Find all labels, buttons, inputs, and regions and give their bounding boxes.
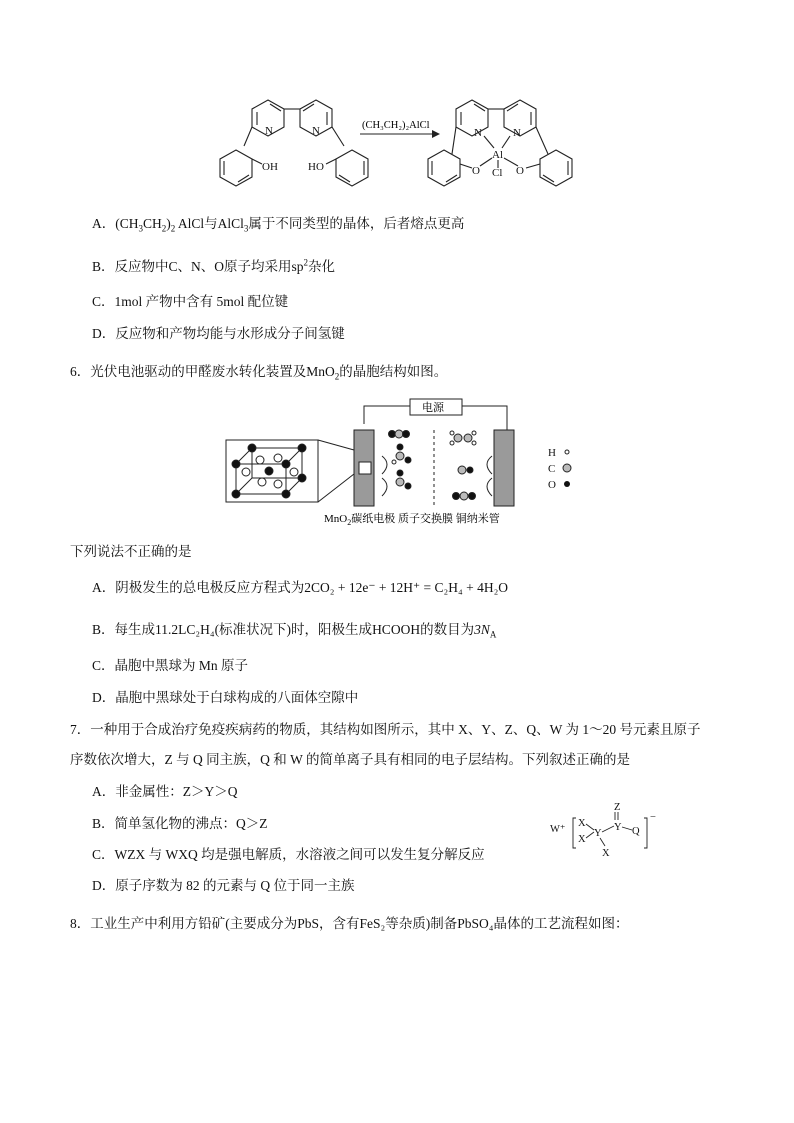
q6-option-b: B．每生成11.2LC₂H₄(标准状况下)时，阳极生成HCOOH的数目为$3N_A$ bbox=[92, 622, 497, 640]
product-n-left: N bbox=[474, 127, 482, 139]
q6-stem: 6．光伏电池驱动的甲醛废水转化装置及MnO$_2$的晶胞结构如图。 bbox=[70, 364, 448, 382]
q6-option-a: A．阴极发生的总电极反应方程式为2CO₂ + 12e⁻ + 12H⁺ = C₂H₄ + 4H₂O bbox=[92, 580, 509, 595]
electrolysis-figure bbox=[222, 396, 592, 532]
z-atom: Z bbox=[614, 802, 621, 813]
power-label: 电源 bbox=[422, 402, 444, 414]
q5-option-d: D．反应物和产物均能与水形成分子间氢键 bbox=[92, 326, 345, 341]
q6-ask: 下列说法不正确的是 bbox=[70, 544, 192, 559]
legend-c: C bbox=[548, 463, 556, 475]
y-right: Y bbox=[614, 822, 622, 833]
product-cl: Cl bbox=[492, 167, 503, 179]
q5-option-a: A．$(CH_3CH_2)_2$ AlCl与AlCl$_3$属于不同类型的晶体，后者熔点更高 bbox=[92, 216, 465, 234]
x-top: X bbox=[578, 818, 586, 829]
figure-caption: MnO$_2$碳纸电极 质子交换膜 铜纳米管 bbox=[324, 513, 500, 527]
reactant-oh: OH bbox=[262, 161, 278, 173]
x-lower: X bbox=[602, 848, 610, 859]
y-left: Y bbox=[594, 828, 602, 839]
reagent-label: (CH₃CH₂)₂AlCl bbox=[362, 120, 430, 131]
q5-option-c: C．1mol 产物中含有 5mol 配位键 bbox=[92, 294, 289, 309]
reaction-scheme bbox=[210, 88, 590, 198]
q6-option-d: D．晶胞中黑球处于白球构成的八面体空隙中 bbox=[92, 690, 359, 705]
legend-h: H bbox=[548, 447, 556, 459]
q7-option-b: B．简单氢化物的沸点：Q＞Z bbox=[92, 816, 268, 831]
reactant-n-left: N bbox=[265, 125, 273, 137]
q6-option-c: C．晶胞中黑球为 Mn 原子 bbox=[92, 658, 249, 673]
q8-stem: 8．工业生产中利用方铅矿(主要成分为PbS，含有FeS₂等杂质)制备PbSO₄晶体的工艺流程如图： bbox=[70, 916, 629, 931]
q7-stem-line2: 序数依次增大，Z 与 Q 同主族，Q 和 W 的简单离子具有相同的电子层结构。下列叙述正确的是 bbox=[70, 752, 630, 767]
q-atom: Q bbox=[632, 826, 640, 837]
product-o-left: O bbox=[472, 165, 480, 177]
q5-option-b: B．反应物中C、N、O原子均采用$sp^2$杂化 bbox=[92, 257, 336, 274]
product-al: Al bbox=[492, 149, 503, 161]
x-bottom: X bbox=[578, 834, 586, 845]
product-o-right: O bbox=[516, 165, 524, 177]
reactant-ho: HO bbox=[308, 161, 324, 173]
q7-structure bbox=[548, 800, 668, 860]
legend-o: O bbox=[548, 479, 556, 491]
w-ion: W⁺ bbox=[550, 824, 566, 835]
q7-option-c: C．WZX 与 WXQ 均是强电解质，水溶液之间可以发生复分解反应 bbox=[92, 847, 485, 862]
q7-option-d: D．原子序数为 82 的元素与 Q 位于同一主族 bbox=[92, 878, 355, 893]
reactant-n-right: N bbox=[312, 125, 320, 137]
q7-stem-line1: 7．一种用于合成治疗免疫疾病药的物质，其结构如图所示，其中 X、Y、Z、Q、W 为 1～20 号元素且原子 bbox=[70, 722, 701, 737]
charge: − bbox=[650, 812, 656, 823]
q7-option-a: A．非金属性：Z＞Y＞Q bbox=[92, 784, 238, 799]
product-n-right: N bbox=[513, 127, 521, 139]
